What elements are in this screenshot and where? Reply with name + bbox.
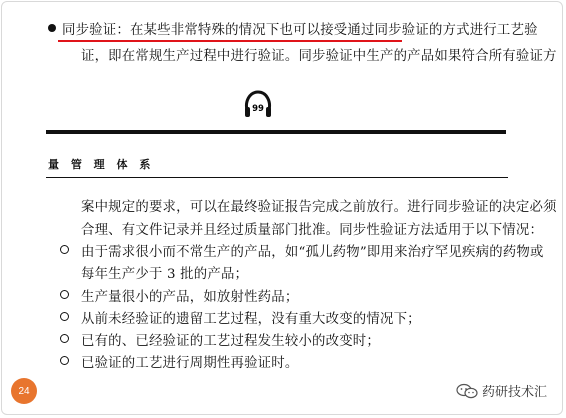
- list-bullet-1: [60, 245, 69, 254]
- list-bullet-3: [60, 312, 69, 321]
- list-bullet-5: [60, 356, 69, 365]
- list-item-5: 已验证的工艺进行周期性再验证时。: [81, 356, 299, 371]
- page-number-text: 99: [252, 104, 264, 114]
- intro-line-1: 案中规定的要求，可以在最终验证报告完成之前放行。进行同步验证的决定必须: [81, 200, 557, 215]
- wechat-icon: [456, 383, 478, 399]
- divider-thick: [46, 130, 506, 134]
- list-item-1-line-2: 每年生产少于 3 批的产品；: [81, 267, 249, 282]
- list-item-3: 从前未经验证的遗留工艺过程，没有重大改变的情况下；: [81, 312, 421, 327]
- section-header: 量 管 理 体 系: [48, 158, 155, 171]
- bullet-dot: [48, 24, 56, 32]
- list-bullet-2: [60, 290, 69, 299]
- top-line-2: 证，即在常规生产过程中进行验证。同步验证中生产的产品如果符合所有验证方: [81, 49, 557, 64]
- highlight-line: 同步验证：在某些非常特殊的情况下也可以接受通过同步验证的方式进行工艺验: [62, 23, 538, 38]
- list-item-2: 生产量很小的产品，如放射性药品；: [81, 290, 299, 305]
- intro-line-2: 合理、有文件记录并且经过质量部门批准。同步性验证方法适用于以下情况：: [81, 223, 544, 238]
- list-item-4: 已有的、已经验证的工艺过程发生较小的改变时；: [81, 334, 380, 349]
- watermark: [456, 381, 547, 400]
- slide-number-badge: 24: [11, 378, 37, 404]
- list-bullet-4: [60, 334, 69, 343]
- divider-thin: [46, 177, 508, 178]
- watermark-text: 药研技术汇: [482, 385, 548, 400]
- page-number-mark: [243, 88, 273, 122]
- list-item-1-line-1: 由于需求很小而不常生产的产品，如“孤儿药物”即用来治疗罕见疾病的药物或: [81, 245, 544, 260]
- red-underline: [58, 40, 402, 42]
